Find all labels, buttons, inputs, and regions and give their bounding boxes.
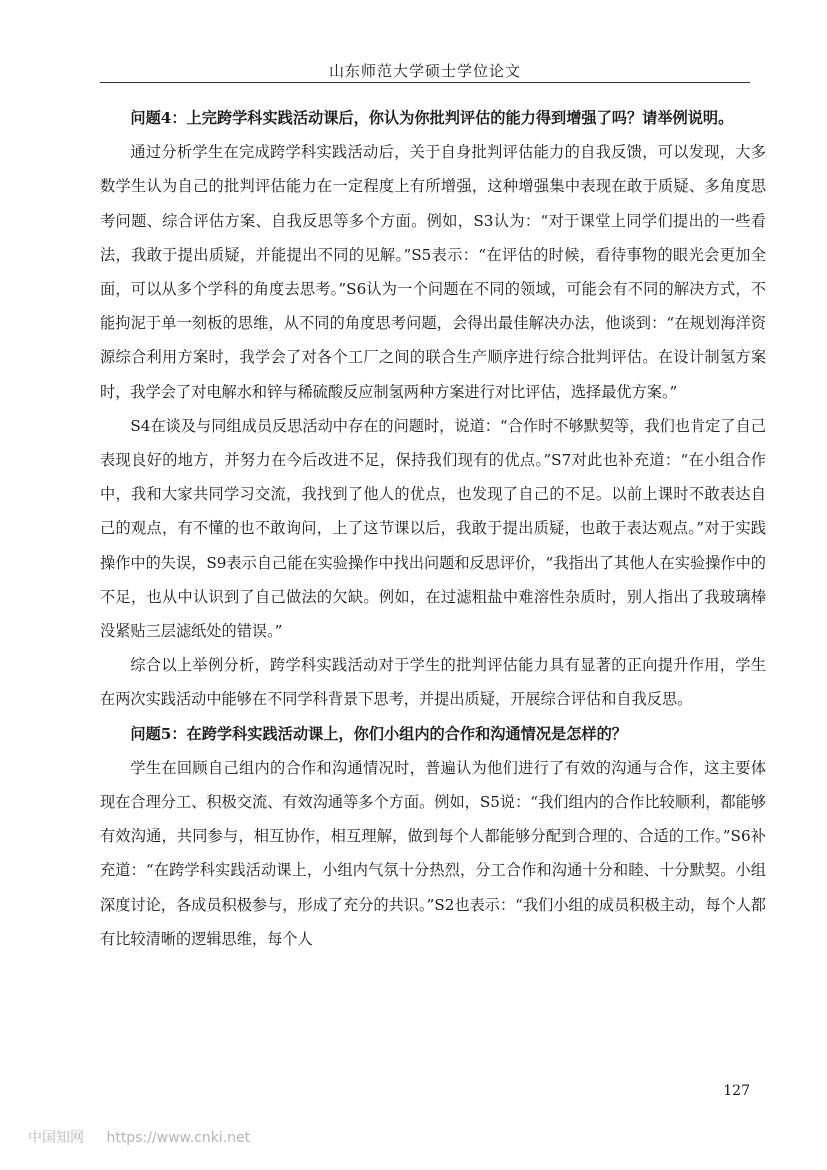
paragraph: 通过分析学生在完成跨学科实践活动后，关于自身批判评估能力的自我反馈，可以发现，大多数学生认为自己的批判评估能力在一定程度上有所增强，这种增强集中表现在敢于质疑、多角度思考问题、综合评估方案、自我反思等多个方面。例如，S3认为：“对于课堂上同学们提出的一些看法，我敢于提出质疑，并能提出不同的见解。”S5表示：“在评估的时候，看待事物的眼光会更加全面，可以从多个学科的角度去思考。”S6认为一个问题在不同的领域，可能会有不同的解决方式，不能拘泥于单一刻板的思维，从不同的角度思考问题，会得出最佳解决办法，他谈到：“在规划海洋资源综合利用方案时，我学会了对各个工厂之间的联合生产顺序进行综合批判评估。在设计制氢方案时，我学会了对电解水和锌与稀硫酸反应制氢两种方案进行对比评估，选择最优方案。” [100,143,766,401]
page-number: 127 [723,1083,750,1099]
paragraph: 综合以上举例分析，跨学科实践活动对于学生的批判评估能力具有显著的正向提升作用，学生在两次实践活动中能够在不同学科背景下思考，并提出质疑，开展综合评估和自我反思。 [100,656,766,709]
watermark [28,1127,268,1147]
running-header: 山东师范大学硕士学位论文 [328,62,521,80]
paragraph: 学生在回顾自己组内的合作和沟通情况时，普遍认为他们进行了有效的沟通与合作，这主要体现在合理分工、积极交流、有效沟通等多个方面。例如，S5说：“我们组内的合作比较顺利，都能够有效沟通，共同参与，相互协作，相互理解，做到每个人都能够分配到合理的、合适的工作。”S6补充道：“在跨学科实践活动课上，小组内气氛十分热烈，分工合作和沟通十分和睦、十分默契。小组深度讨论，各成员积极参与，形成了充分的共识。”S2也表示：“我们小组的成员积极主动，每个人都有比较清晰的逻辑思维，每个人 [100,758,766,948]
watermark-url[interactable]: https://www.cnki.net [106,1130,251,1146]
question-4-heading: 问题4：上完跨学科实践活动课后，你认为你批判评估的能力得到增强了吗？请举例说明。 [130,109,734,127]
paragraph: S4在谈及与同组成员反思活动中存在的问题时，说道：“合作时不够默契等，我们也肯定了自己表现良好的地方，并努力在今后改进不足，保持我们现有的优点。”S7对此也补充道：“在小组合作中，我和大家共同学习交流，我找到了他人的优点，也发现了自己的不足。以前上课时不敢表达自己的观点，有不懂的也不敢询问，上了这节课以后，我敢于提出质疑，也敢于表达观点。”对于实践操作中的失误，S9表示自己能在实验操作中找出问题和反思评价，“我指出了其他人在实验操作中的不足，也从中认识到了自己做法的欠缺。例如，在过滤粗盐中难溶性杂质时，别人指出了我玻璃棒没紧贴三层滤纸处的错误。” [100,416,766,641]
body-text [100,101,766,956]
watermark-brand: 中国知网 [28,1130,84,1146]
question-5-heading: 问题5：在跨学科实践活动课上，你们小组内的合作和沟通情况是怎样的？ [130,724,627,743]
header-divider [100,82,750,83]
